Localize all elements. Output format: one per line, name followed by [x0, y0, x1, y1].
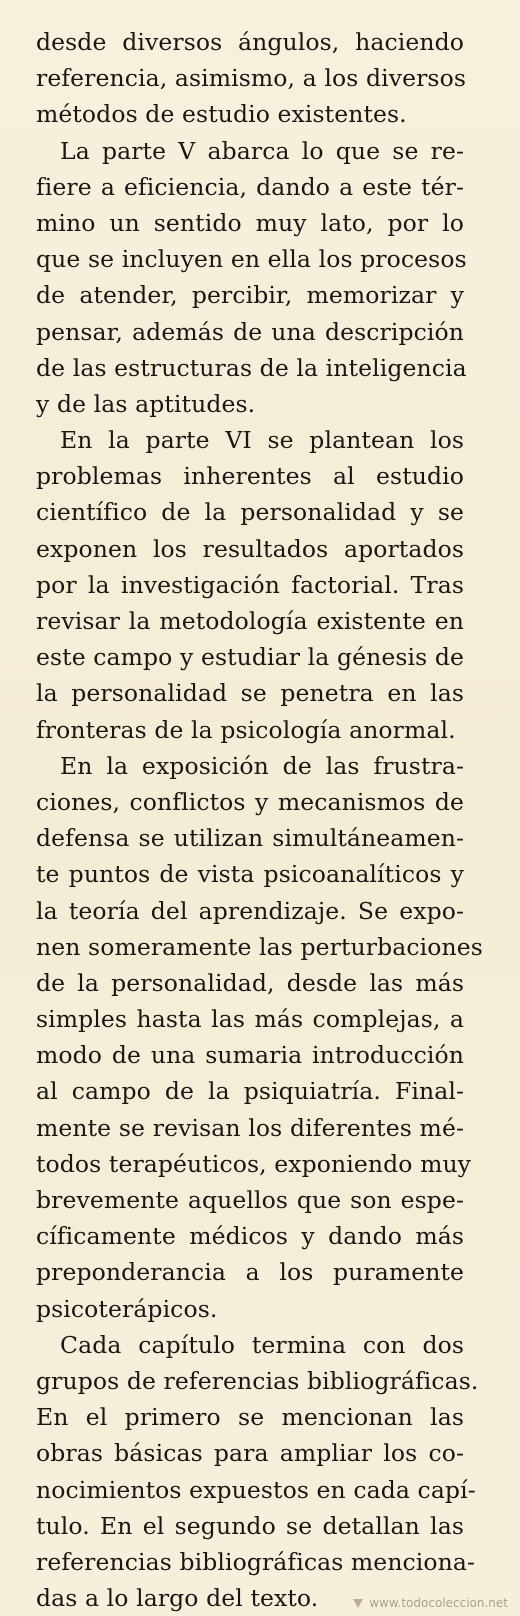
- paragraph: [36, 1327, 479, 1616]
- text-line: nen someramente las perturbaciones: [36, 932, 483, 961]
- text-line: En la exposición de las frustra-: [60, 751, 464, 780]
- watermark-text: www.todocoleccion.net: [369, 1596, 508, 1610]
- text-line: referencia, asimismo, a los diversos: [36, 64, 466, 93]
- text-line: este campo y estudiar la génesis de: [36, 643, 465, 672]
- text-line: modo de una sumaria introducción: [36, 1041, 464, 1070]
- text-line: de las estructuras de la inteligencia: [36, 353, 467, 382]
- text-line: que se incluyen en ella los procesos: [36, 245, 467, 274]
- text-line: la teoría del aprendizaje. Se expo-: [36, 896, 464, 925]
- text-line: cíficamente médicos y dando más: [36, 1222, 464, 1251]
- text-line: revisar la metodología existente en: [36, 607, 464, 635]
- text-line: problemas inherentes al estudio: [36, 462, 464, 491]
- text-line: psicoterápicos.: [36, 1294, 218, 1323]
- text-line: pensar, además de una descripción: [36, 317, 464, 346]
- watermark: [351, 1596, 508, 1610]
- text-line: por la investigación factorial. Tras: [36, 570, 464, 599]
- text-line: brevemente aquellos que son espe-: [36, 1186, 464, 1214]
- text-line: mino un sentido muy lato, por lo: [36, 208, 464, 237]
- text-line: te puntos de vista psicoanalíticos y: [36, 860, 464, 889]
- paragraph: [36, 748, 483, 1327]
- text-line: La parte V abarca lo que se re-: [60, 136, 464, 165]
- text-line: exponen los resultados aportados: [36, 534, 464, 563]
- text-line: métodos de estudio existentes.: [36, 100, 407, 129]
- text-line: En el primero se mencionan las: [36, 1403, 464, 1432]
- todocoleccion-logo-icon: [351, 1596, 365, 1610]
- text-line: fiere a eficiencia, dando a este tér-: [36, 172, 464, 201]
- text-line: grupos de referencias bibliográficas.: [36, 1366, 479, 1395]
- text-line: obras básicas para ampliar los co-: [36, 1439, 464, 1468]
- text-line: científico de la personalidad y se: [36, 498, 464, 527]
- text-line: tulo. En el segundo se detallan las: [36, 1511, 464, 1540]
- text-line: defensa se utilizan simultáneamen-: [36, 824, 464, 853]
- text-line: referencias bibliográficas menciona-: [36, 1547, 476, 1576]
- text-line: preponderancia a los puramente: [36, 1258, 464, 1287]
- text-line: das a lo largo del texto.: [36, 1584, 319, 1613]
- paragraph: [36, 24, 464, 133]
- text-line: desde diversos ángulos, haciendo: [36, 28, 464, 56]
- text-line: ciones, conflictos y mecanismos de: [36, 787, 464, 816]
- body-text: [36, 24, 483, 1616]
- text-line: simples hasta las más complejas, a: [36, 1005, 464, 1034]
- text-line: En la parte VI se plantean los: [60, 426, 464, 455]
- text-line: al campo de la psiquiatría. Final-: [36, 1077, 464, 1106]
- text-line: y de las aptitudes.: [36, 389, 256, 418]
- text-line: Cada capítulo termina con dos: [60, 1330, 464, 1359]
- text-line: fronteras de la psicología anormal.: [36, 715, 456, 744]
- text-line: la personalidad se penetra en las: [36, 679, 464, 708]
- text-line: de la personalidad, desde las más: [36, 968, 464, 997]
- text-line: todos terapéuticos, exponiendo muy: [36, 1149, 472, 1178]
- text-line: nocimientos expuestos en cada capí-: [36, 1475, 476, 1504]
- text-line: mente se revisan los diferentes mé-: [36, 1113, 464, 1142]
- paragraph: [36, 133, 467, 423]
- paragraph: [36, 422, 464, 748]
- text-line: de atender, percibir, memorizar y: [36, 281, 464, 310]
